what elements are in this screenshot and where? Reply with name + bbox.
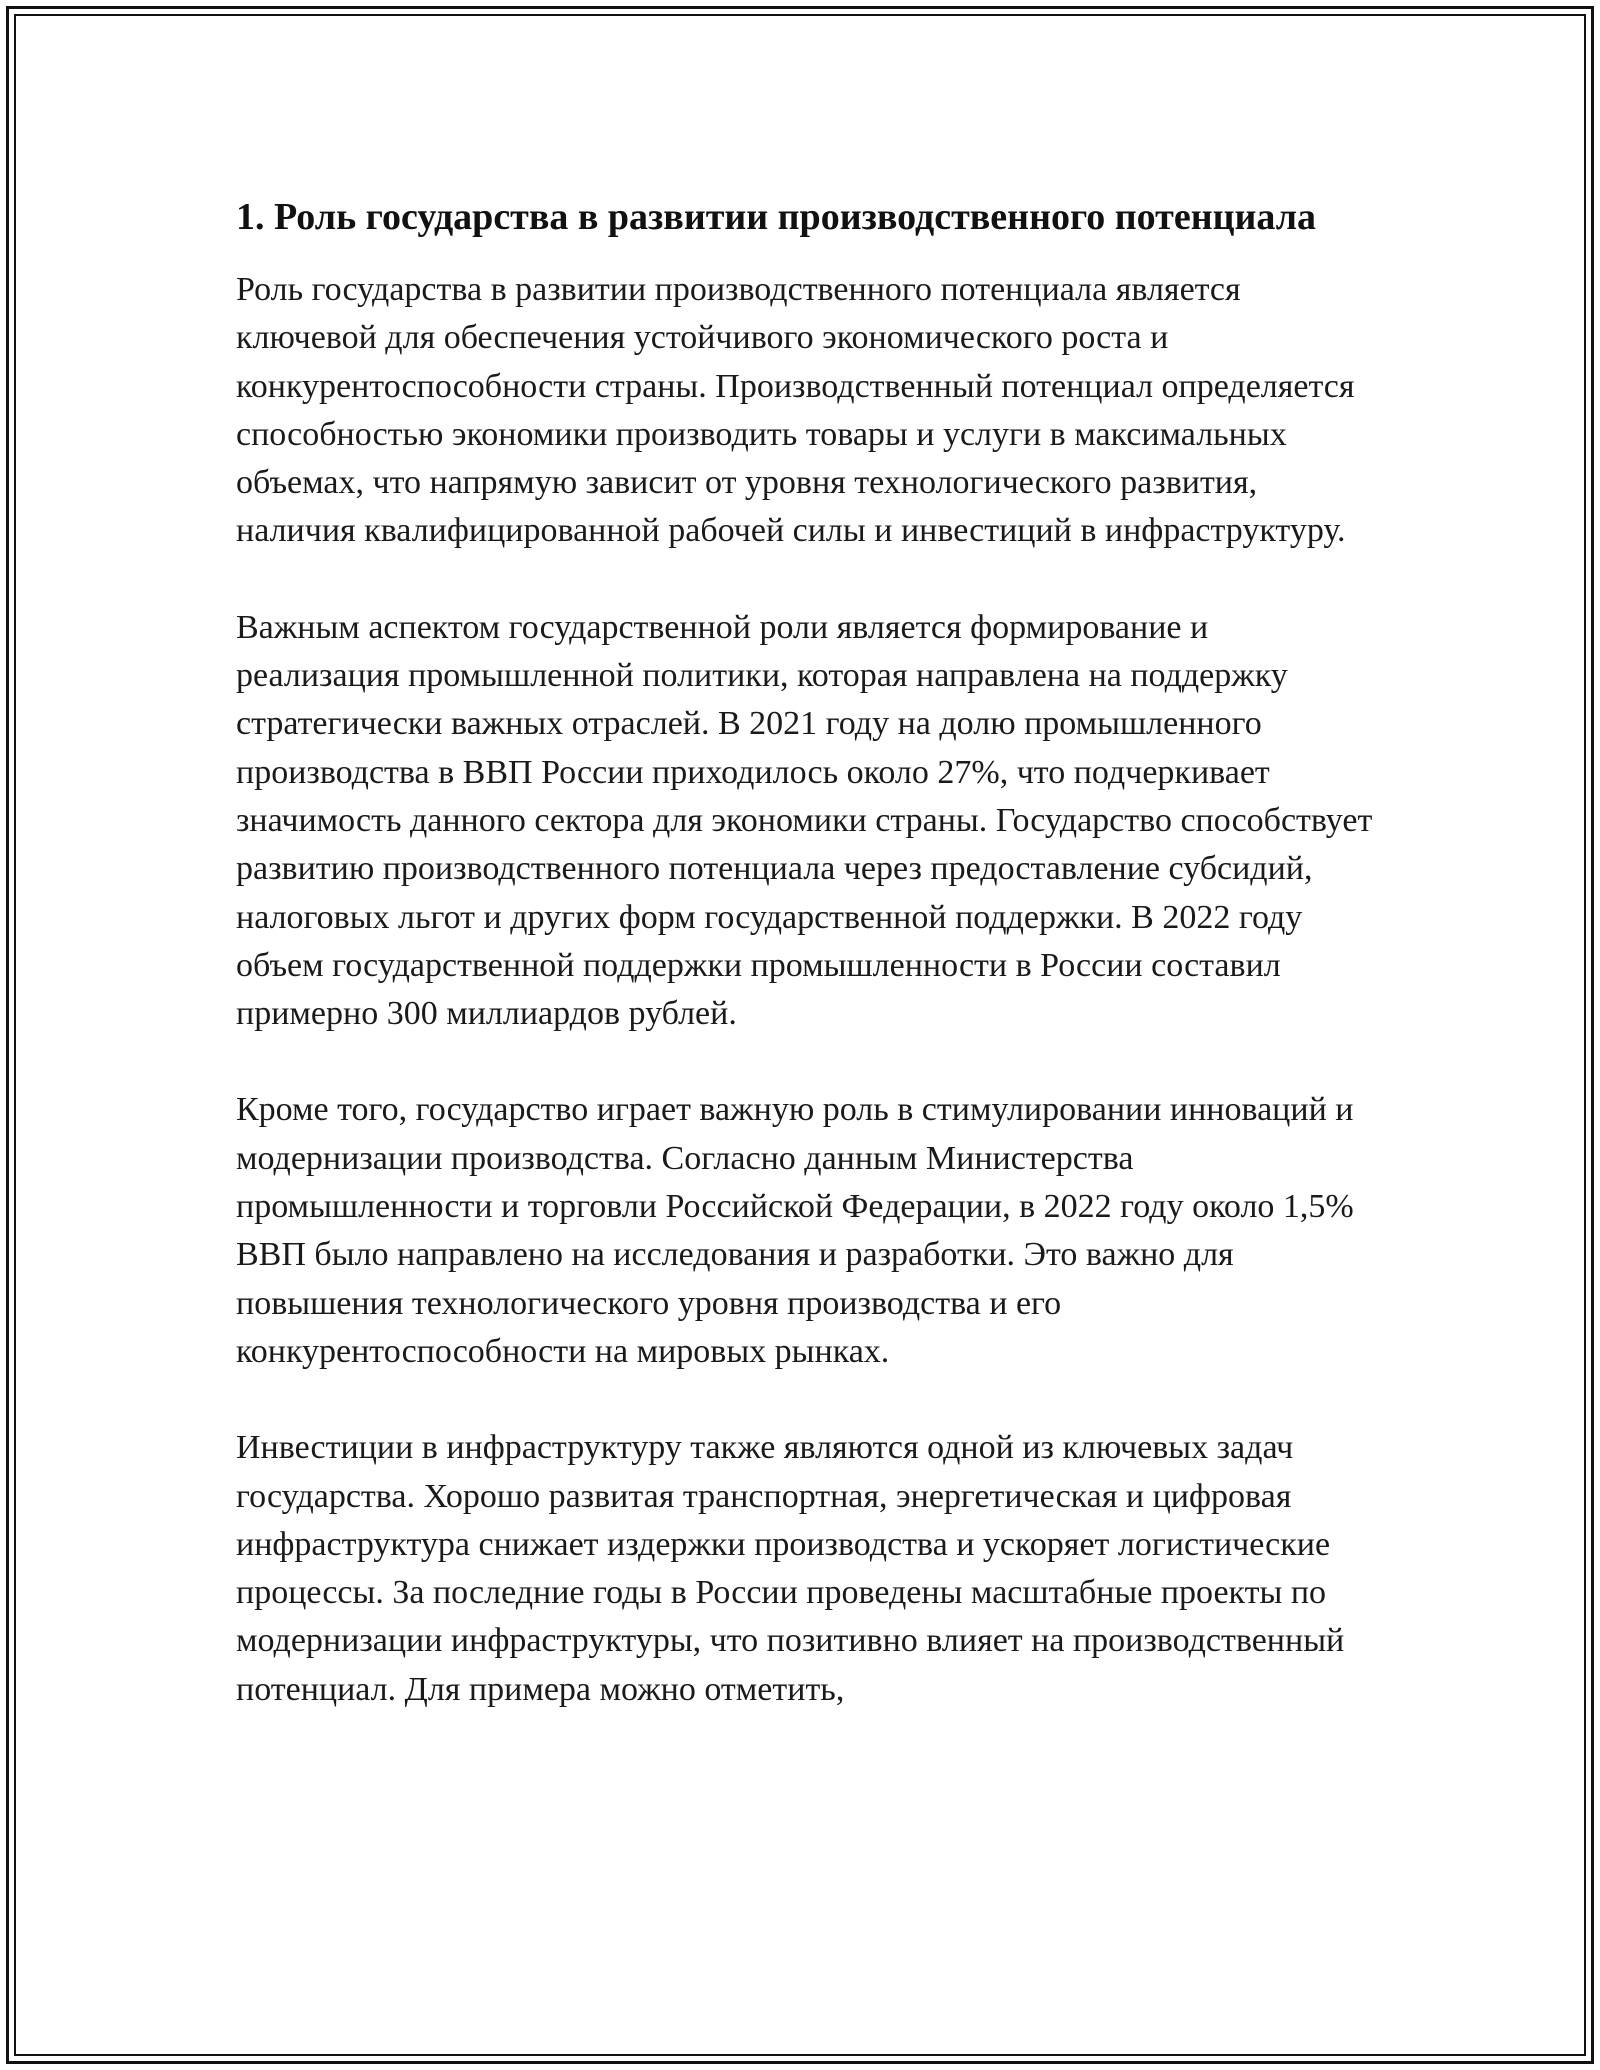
paragraph-3: Кроме того, государство играет важную роль в стимулировании инноваций и модернизации производства. Согласно данным Министерства промышленности и торговли Российской Федерации, в 2022 году около 1,5% ВВП было направлено на исследования и разработки. Это важно для повышения технологического уровня производства и его конкурентоспособности на мировых рынках. xyxy=(236,1091,1354,1370)
paragraph-4: Инвестиции в инфраструктуру также являются одной из ключевых задач государства. Хорошо развитая транспортная, энергетическая и цифровая инфраструктура снижает издержки производства и ускоряет логистические процессы. За последние годы в России проведены масштабные проекты по модернизации инфраструктуры, что позитивно влияет на производственный потенциал. Для примера можно отметить, xyxy=(236,1429,1345,1708)
document-page xyxy=(236,190,1376,1714)
section-heading: 1. Роль государства в развитии производственного потенциала xyxy=(236,196,1317,238)
paragraph-2: Важным аспектом государственной роли является формирование и реализация промышленной политики, которая направлена на поддержку стратегически важных отраслей. В 2021 году на долю промышленного производства в ВВП России приходилось около 27%, что подчеркивает значимость данного сектора для экономики страны. Государство способствует развитию производственного потенциала через предоставление субсидий, налоговых льгот и других форм государственной поддержки. В 2022 году объем государственной поддержки промышленности в России составил примерно 300 миллиардов рублей. xyxy=(236,608,1373,1033)
paragraph-1: Роль государства в развитии производственного потенциала является ключевой для обеспечения устойчивого экономического роста и конкурентоспособности страны. Производственный потенциал определяется способностью экономики производить товары и услуги в максимальных объемах, что напрямую зависит от уровня технологического развития, наличия квалифицированной рабочей силы и инвестиций в инфраструктуру. xyxy=(236,271,1355,550)
